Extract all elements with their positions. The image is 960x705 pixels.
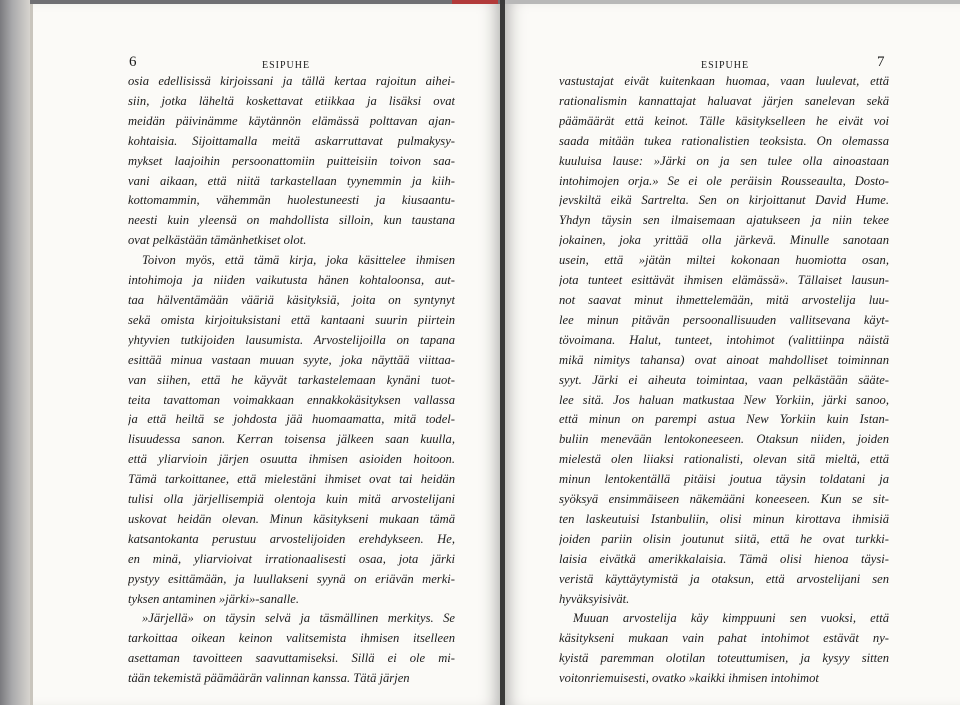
running-head-left: ESIPUHE xyxy=(262,60,311,71)
text-line: meidän päivinämme käytännön elämässä polttavan ajan- xyxy=(128,113,455,128)
text-line: veristä käyttäytymistä ja otaksun, että arvostelijani sen xyxy=(559,571,889,586)
text-line: kuuluisa lause: »Järki on ja sen tulee olla ainoastaan xyxy=(559,153,889,168)
text-line: not saavat minut ihmettelemään, mitä arvostelija luu- xyxy=(559,292,889,307)
text-line: katsantokanta perustuu arvostelijoiden erehdykseen. He, xyxy=(128,531,455,546)
text-line: intohimoja ja niiden vaikutusta hänen kohtaloonsa, aut- xyxy=(128,273,455,288)
text-line: tulisi olla järjellisempiä olentoja kuin mitä arvostelijani xyxy=(128,492,455,507)
text-line: »Järjellä» on täysin selvä ja täsmällinen merkitys. Se xyxy=(142,611,455,626)
text-line: tarkoittaa oikean keinon valitsemista ihmisen itselleen xyxy=(128,631,455,646)
text-line: ten laskeutuisi Istanbuliin, olisi minun kirottava ihmisiä xyxy=(559,511,889,526)
text-line: laisia eivätkä amerikkalaisia. Tämä olisi hienoa täysi- xyxy=(559,551,889,566)
text-line: teita tavattoman voimakkaan ennakkokäsityksen vallassa xyxy=(128,392,455,407)
text-line: ovat pelkästään tämänhetkiset olot. xyxy=(128,233,307,248)
text-line: usein, että »jätän miltei kokonaan huomiotta osan, xyxy=(559,253,889,268)
text-line: osia edellisissä kirjoissani ja tällä kertaa rajoitun aihei- xyxy=(128,74,455,88)
text-line: neesti kuin yleensä on mahdollista silloin, kun taustana xyxy=(128,213,455,228)
text-line: vani aikaan, että niitä tarkastellaan tyynemmin ja kiih- xyxy=(128,173,455,188)
text-line: mikä nimitys tahansa) ovat ainoat mahdolliset toiminnan xyxy=(559,352,889,367)
left-page-body xyxy=(128,72,455,689)
text-line: tään tekemistä päämäärän valinnan kanssa. Tätä järjen xyxy=(128,671,410,686)
text-line: kohtaisia. Sijoittamalla meitä askarruttavat pulmakysy- xyxy=(128,133,455,148)
text-line: uskovat heidän olevan. Minun käsitykseni mukaan tämä xyxy=(128,511,455,526)
right-page-body xyxy=(559,72,889,689)
text-line: minun lentokentällä pitäisi joutua täysin toldatani ja xyxy=(559,472,889,487)
text-line: mykset laajoihin persoonattomiin puitteisiin toivon saa- xyxy=(128,153,455,168)
text-line: päämäärät että keinot. Tälle käsitykselleen he eivät voi xyxy=(559,113,889,128)
text-line: jokainen, joka yrittää olla järkevä. Minulle sanotaan xyxy=(559,233,889,248)
text-line: käsitykseni mukaan vain pahat intohimot estävät ny- xyxy=(559,631,889,646)
text-line: van siihen, että he käyvät tarkastelemaan kynäni tuot- xyxy=(128,372,455,387)
right-page xyxy=(505,4,960,705)
text-line: Tämä tarkoittanee, että mielestäni ihmiset ovat tai heidän xyxy=(128,472,455,487)
text-line: pystyy esittämään, ja luullakseni syynä on eriävän merki- xyxy=(128,571,455,586)
text-line: buliin menevään lentokoneeseen. Otaksun niiden, joiden xyxy=(559,432,889,447)
text-line: esittää minua vastaan muuan syyte, joka näyttää viittaa- xyxy=(128,352,455,367)
text-line: intohimojen orja.» Se ei ole peräisin Rousseaulta, Dosto- xyxy=(559,173,889,188)
text-line: Yhdyn täysin sen ilmaisemaan ajatukseen ja niin tekee xyxy=(559,213,889,228)
text-line: syyt. Järki ei aiheuta toimintaa, vaan pelkästään sääte- xyxy=(559,372,889,387)
text-line: Toivon myös, että tämä kirja, joka käsittelee ihmisen xyxy=(142,253,455,268)
text-line: siin, jotka läheltä koskettavat etiikkaa ja lisäksi ovat xyxy=(128,93,455,108)
text-line: joiden pariin olisin joutunut siitä, että he ovat turkki- xyxy=(559,531,889,546)
book-edge xyxy=(0,0,30,705)
text-line: voitonriemuisesti, ovatko »kaikki ihmisen intohimot xyxy=(559,671,819,686)
text-line: saada mitään tukea rationalistien teoksista. On olemassa xyxy=(559,133,889,148)
text-line: rationalismin kannattajat haluavat järjen sanelevan sekä xyxy=(559,93,889,108)
page-number-left: 6 xyxy=(129,54,137,70)
text-line: yhtyvien tutkijoiden lausumista. Arvostelijoilla on tapana xyxy=(128,332,455,347)
text-line: ja että heiltä se johdosta jää huomaamatta, mitä todel- xyxy=(128,412,455,427)
text-line: syöksyä ensimmäiseen näkemääni koneeseen. Kun se sit- xyxy=(559,492,889,507)
text-line: lee sitä. Jos haluan matkustaa New Yorkiin, järki sanoo, xyxy=(559,392,889,407)
text-line: taa hälventämään vääriä käsityksiä, joita on syntynyt xyxy=(128,292,455,307)
text-line: jota tunteet esittävät ihmisen elämässä». Tällaiset lausun- xyxy=(559,273,889,288)
running-head-right: ESIPUHE xyxy=(701,60,750,71)
text-line: jevskiltä eikä Sartrelta. Sen on kirjoittanut David Hume. xyxy=(559,193,889,208)
left-page xyxy=(30,4,500,705)
page-number-right: 7 xyxy=(877,54,885,70)
text-line: että yliarvioin järjen osuutta ihmisen asioiden hoitoon. xyxy=(128,452,455,467)
text-line: sekä omista kirjoituksistani että kantaani suurin piirtein xyxy=(128,312,455,327)
text-line: en minä, yliarvioivat irrationaalisesti osaa, jota järki xyxy=(128,551,455,566)
text-line: lee minun pitävän persoonallisuuden vallitsevana käyt- xyxy=(559,312,889,327)
text-line: tyksen antaminen »järki»-sanalle. xyxy=(128,591,300,606)
text-line: lisuudessa sanon. Kerran toisensa jälkeen saan kuulla, xyxy=(128,432,455,447)
text-line: kyistä paremman olotilan toteuttumisen, ja kysyy sitten xyxy=(559,651,889,666)
text-line: mielestä olen liiaksi rationalisti, olevan sitä mieltä, että xyxy=(559,452,889,467)
text-line: asettaman tavoitteen saavuttamiseksi. Sillä ei ole mi- xyxy=(128,651,455,666)
text-line: että minun on parempi astua New Yorkiin kuin Istan- xyxy=(559,412,889,427)
text-line: Muuan arvostelija käy kimppuuni sen vuoksi, että xyxy=(573,611,889,626)
text-line: tövoimana. Halut, tunteet, intohimot (valittiinpa näistä xyxy=(559,332,889,347)
text-line: vastustajat eivät kuitenkaan huomaa, vaan luulevat, että xyxy=(559,74,889,88)
text-line: kottomammin, vähemmän huolestuneesti ja kiusaantu- xyxy=(128,193,455,208)
text-line: hyväksyisivät. xyxy=(559,591,630,606)
